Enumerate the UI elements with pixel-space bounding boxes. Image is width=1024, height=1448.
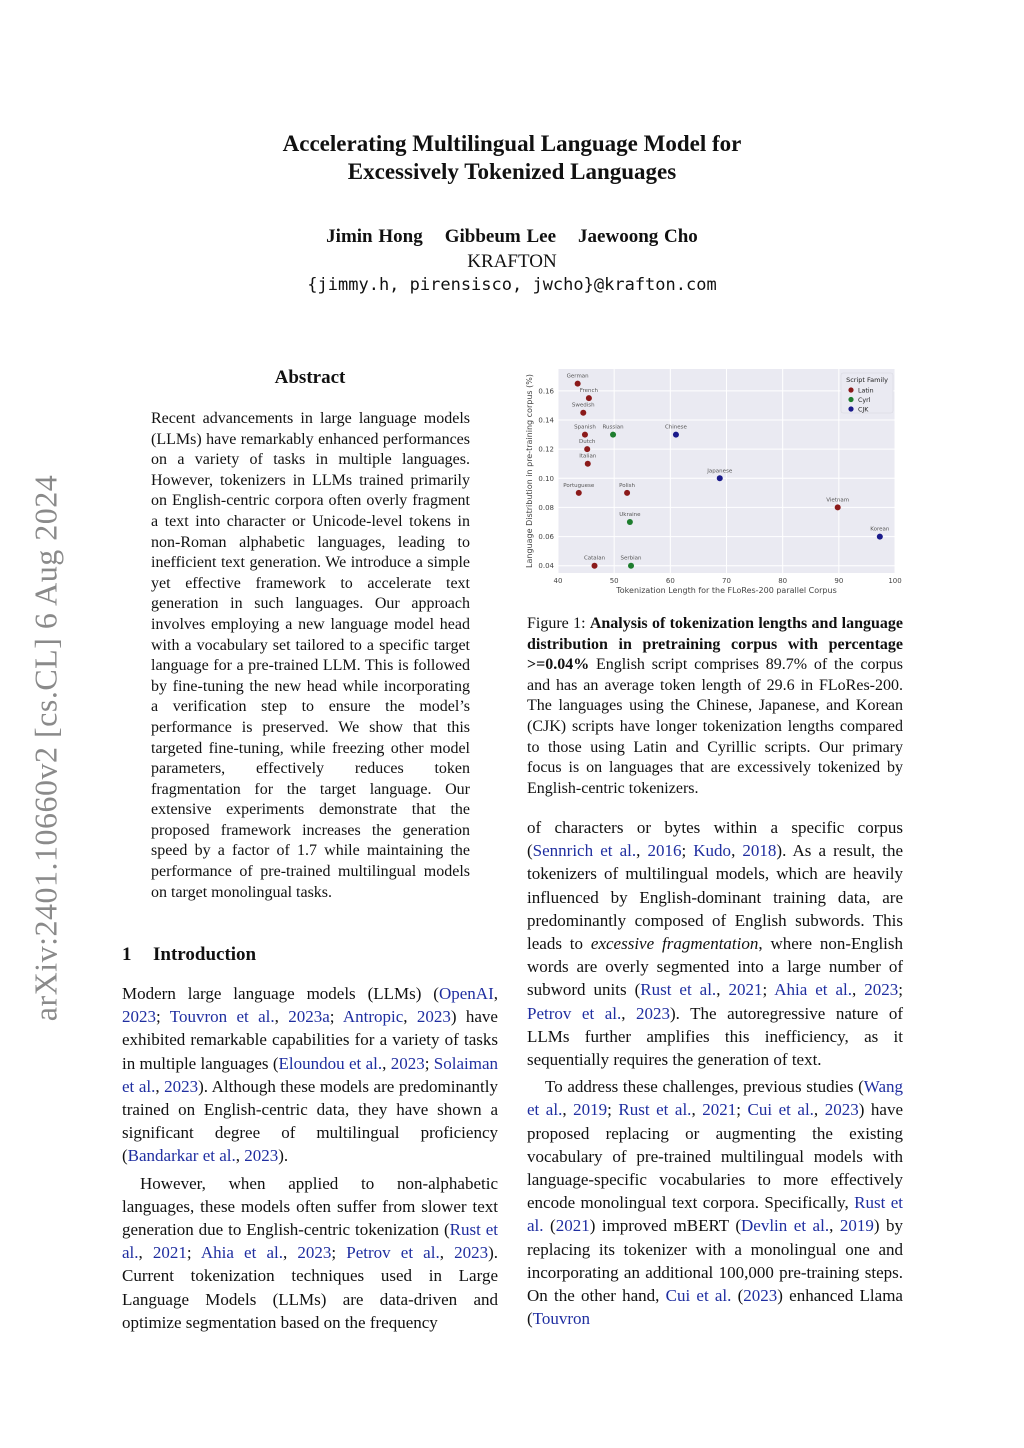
data-point-label: Vietnam [826,497,850,504]
citation-link[interactable]: Ahia et al. [200,1243,283,1263]
data-point [835,504,841,510]
citation-link[interactable]: 2023 [390,1053,425,1073]
text-run: , [403,1007,417,1027]
intro-paragraph-1 [122,982,498,1168]
text-run: , [829,1216,840,1236]
citation-link[interactable]: 2018 [742,841,777,861]
text-run: , [813,1100,825,1120]
citation-link[interactable]: 2019 [573,1100,608,1120]
y-tick-label: 0.04 [538,562,554,571]
data-point-label: Swedish [571,402,595,409]
citation-link[interactable]: Rust et al. [122,1220,498,1263]
y-axis-label: Language Distribution in pre-training corpus (%) [525,374,534,568]
data-point-label: Ukraine [619,512,641,518]
x-tick-label: 90 [834,577,844,585]
text-run: ). As a result, the tokenizers of multilingual models, which are heavily influenced by English-dominant training data, are predominantly composed of English subwords. This leads to [527,841,904,954]
citation-link[interactable]: 2023a [288,1007,330,1027]
x-tick-label: 100 [888,577,902,585]
data-point-label: Chinese [664,424,687,431]
scatter-plot [522,363,908,601]
author-1: Jimin Hong [326,226,423,247]
citation-link[interactable]: Sennrich et al. [532,841,637,861]
text-run: ). [278,1146,289,1166]
legend-marker [848,406,853,411]
author-2: Gibbeum Lee [444,226,557,247]
text-run: ; [186,1243,201,1263]
data-point [585,461,591,467]
text-run: ; [762,980,775,1000]
data-point [592,563,598,569]
text-run: , [562,1100,574,1120]
section-title: Introduction [153,944,257,965]
data-point [877,534,883,540]
text-run: ; [607,1100,619,1120]
text-run: , [282,1243,298,1263]
emphasis-text: excessive fragmentation [590,934,759,954]
text-run: , [691,1100,703,1120]
citation-link[interactable]: 2021 [702,1100,737,1120]
section-number: 1 [122,944,132,965]
abstract-heading: Abstract [274,367,346,388]
data-point [576,490,582,496]
data-point-label: Serbian [620,555,642,562]
data-point-label: Catalan [583,555,606,562]
legend-label: Latin [858,387,874,395]
text-run: , [138,1243,153,1263]
caption-label: Figure 1: [527,615,590,632]
legend-marker [848,387,853,392]
citation-link[interactable]: 2023 [244,1146,279,1166]
data-point-label: Russian [602,424,624,431]
intro-paragraph-2 [122,1172,498,1334]
text-run: ( [543,1216,556,1236]
citation-link[interactable]: Petrov et al. [346,1243,440,1263]
intro-paragraph-4 [527,1075,903,1330]
title-line-1: Accelerating Multilingual Language Model for [282,131,742,156]
citation-link[interactable]: OpenAI [438,984,494,1003]
citation-link[interactable]: Cui et al. [665,1286,732,1306]
citation-link[interactable]: Rust et al. [527,1193,903,1236]
citation-link[interactable]: Wang et al. [527,1077,903,1120]
citation-link[interactable]: 2023 [743,1286,778,1306]
data-point-label: Portuguese [563,482,595,489]
text-run: ; [898,980,904,1000]
citation-link[interactable]: Bandarkar et al. [127,1146,236,1166]
citation-link[interactable]: Touvron [532,1309,591,1329]
citation-link[interactable]: Antropic [342,1007,404,1027]
intro-paragraph-3 [527,816,903,1071]
title-line-2: Excessively Tokenized Languages [347,159,677,184]
x-tick-label: 60 [665,577,675,585]
y-tick-label: 0.08 [538,503,554,512]
data-point [624,490,630,496]
data-point [610,432,616,438]
arxiv-sidebar [20,455,72,1040]
data-point-label: Korean [870,526,890,533]
left-column-text [122,982,498,1334]
text-run: ). Although these models are predominantly trained on English-centric data, they have shown a significant degree of multilingual proficiency ( [122,1076,498,1166]
text-run: , [439,1243,455,1263]
right-column-text [527,816,903,1330]
x-tick-label: 50 [609,577,619,585]
citation-link[interactable]: Touvron et al. [169,1007,275,1027]
text-run: , [731,841,743,861]
text-run: ) have proposed replacing or augmenting the existing vocabulary of pre-trained multilingual models with language-specific vocabularies to more effectively encode monolingual text corpora. Specifically, [527,1100,904,1213]
y-tick-label: 0.06 [538,533,554,542]
text-run: , [235,1146,245,1166]
legend-marker [848,397,853,402]
text-run: ) enhanced Llama ( [527,1286,903,1329]
data-point-label: Polish [619,482,636,489]
author-3: Jaewoong Cho [578,226,698,247]
data-point [717,475,723,481]
text-run: , [852,980,865,1000]
citation-link[interactable]: 2019 [839,1216,874,1236]
arxiv-id: arXiv:2401.10660v2 [cs.CL] 6 Aug 2024 [27,474,64,1021]
text-run: To address these challenges, previous studies ( [545,1077,864,1097]
figure-1-caption [527,614,903,799]
citation-link[interactable]: 2023 [864,980,899,1000]
citation-link[interactable]: Rust et al. [640,980,717,1000]
text-run: , [636,841,648,861]
affiliation: KRAFTON [467,251,557,272]
figure-1-chart [522,363,908,601]
author-email: {jimmy.h, pirensisco, jwcho}@krafton.com [307,275,717,295]
text-run: ). The autoregressive nature of LLMs further amplifies this inefficiency, as it sequentially requires the generation of text. [527,1003,903,1070]
citation-link[interactable]: 2023 [297,1243,332,1263]
data-point [580,410,586,416]
citation-link[interactable]: Eloundou et al. [278,1053,383,1073]
citation-link[interactable]: Rust et al. [618,1100,692,1120]
text-run: , [155,1076,165,1096]
x-tick-label: 40 [553,577,563,585]
text-run: ; [331,1243,347,1263]
text-run: , [382,1053,391,1073]
text-run: , [621,1003,637,1023]
y-tick-label: 0.12 [538,445,554,454]
text-run: , where non-English words are overly segmented into a large number of subword units ( [527,934,904,1000]
text-run: ; [424,1053,434,1073]
paper-title [150,130,874,186]
text-run: However, when applied to non-alphabetic languages, these models often suffer from slower text generation due to English-centric tokenization ( [122,1173,498,1240]
abstract-body: Recent advancements in large language models (LLMs) have remarkably enhanced performances on a variety of tasks in multiple languages. However, tokenizers in LLMs trained primarily on English-centric corpora often overly fragment a text into character or Unicode-level tokens in non-Roman alphabetic languages, leading to inefficient text generation. We introduce a simple yet effective framework to accelerate text generation in such languages. Our approach involves employing a new language model head with a vocabulary set tailored to a specific target language for a pre-trained LLM. This is followed by fine-tuning the new head while incorporating a verification step to ensure the model’s performance is preserved. We show that this targeted fine-tuning, while freezing other model parameters, effectively reduces token fragmentation for the target language. Our extensive experiments demonstrate that the proposed framework increases the generation speed by a factor of 1.7 while maintaining the performance of pre-trained multilingual models on target monolingual tasks. [151,410,470,901]
data-point [673,432,679,438]
data-point [575,381,581,387]
citation-link[interactable]: 2023 [824,1100,859,1120]
citation-link[interactable]: Devlin et al. [741,1216,830,1236]
text-run: Modern large language models (LLMs) ( [122,984,439,1003]
data-point-label: Dutch [579,439,596,446]
caption-text: English script comprises 89.7% of the corpus and has an average token length of 29.6 in FLoRes-200. The languages using the Chinese, Japanese, and Korean (CJK) scripts have longer tokenization lengths compared to those using Latin and Cyrillic scripts. Our primary focus is on languages that are excessively tokenized by English-centric tokenizers. [527,656,903,797]
text-run: ; [681,841,694,861]
data-point [586,395,592,401]
text-run: ( [731,1286,744,1306]
y-tick-label: 0.14 [538,416,554,425]
text-run: ) by replacing its tokenizer with a monolingual one and incorporating an additional 100,000 pre-training steps. On the other hand, [527,1216,903,1306]
citation-link[interactable]: 2023 [164,1076,199,1096]
legend-label: Cyrl [858,396,871,404]
text-run: , [716,980,729,1000]
citation-link[interactable]: Ahia et al. [774,980,853,1000]
text-run: ; [156,1007,170,1027]
text-run: ; [329,1007,343,1027]
legend-label: CJK [858,406,869,414]
text-run: ) have exhibited remarkable capabilities for a variety of tasks in multiple languages ( [122,1007,498,1073]
section-heading-introduction [122,944,256,966]
data-point [628,563,634,569]
text-run: ; [736,1100,748,1120]
x-tick-label: 80 [778,577,788,585]
author-list [150,226,874,248]
legend-title: Script Family [846,376,888,384]
data-point-label: Italian [579,453,597,460]
y-tick-label: 0.16 [538,387,554,396]
text-run: , [493,984,498,1003]
data-point [582,432,588,438]
text-run: , [274,1007,289,1027]
data-point-label: German [566,373,589,380]
citation-link[interactable]: 2021 [728,980,763,1000]
text-run: of characters or bytes within a specific corpus ( [527,818,903,861]
citation-link[interactable]: 2016 [647,841,682,861]
data-point [584,446,590,452]
citation-link[interactable]: 2023 [636,1003,671,1023]
text-run: ). Current tokenization techniques used in Large Language Models (LLMs) are data-driven and optimize segmentation based on the frequency [122,1243,499,1332]
caption-bold: Analysis of tokenization lengths and language distribution in pretraining corpus with percentage >=0.04% [527,615,904,674]
citation-link[interactable]: Kudo [693,841,732,861]
x-tick-label: 70 [722,577,731,585]
citation-link[interactable]: 2023 [416,1007,451,1027]
data-point-label: French [579,388,599,395]
citation-link[interactable]: Petrov et al. [527,1003,622,1023]
citation-link[interactable]: Solaiman et al. [122,1053,498,1096]
y-tick-label: 0.10 [538,474,554,483]
citation-link[interactable]: 2021 [152,1243,187,1263]
data-point [627,519,633,525]
text-run: ) improved mBERT ( [589,1216,742,1236]
data-point-label: Spanish [574,424,596,431]
citation-link[interactable]: 2021 [555,1216,590,1236]
citation-link[interactable]: 2023 [122,1007,156,1027]
x-axis-label: Tokenization Length for the FLoRes-200 parallel Corpus [616,586,837,595]
data-point-label: Japanese [707,468,733,475]
citation-link[interactable]: 2023 [454,1243,489,1263]
citation-link[interactable]: Cui et al. [747,1100,814,1120]
